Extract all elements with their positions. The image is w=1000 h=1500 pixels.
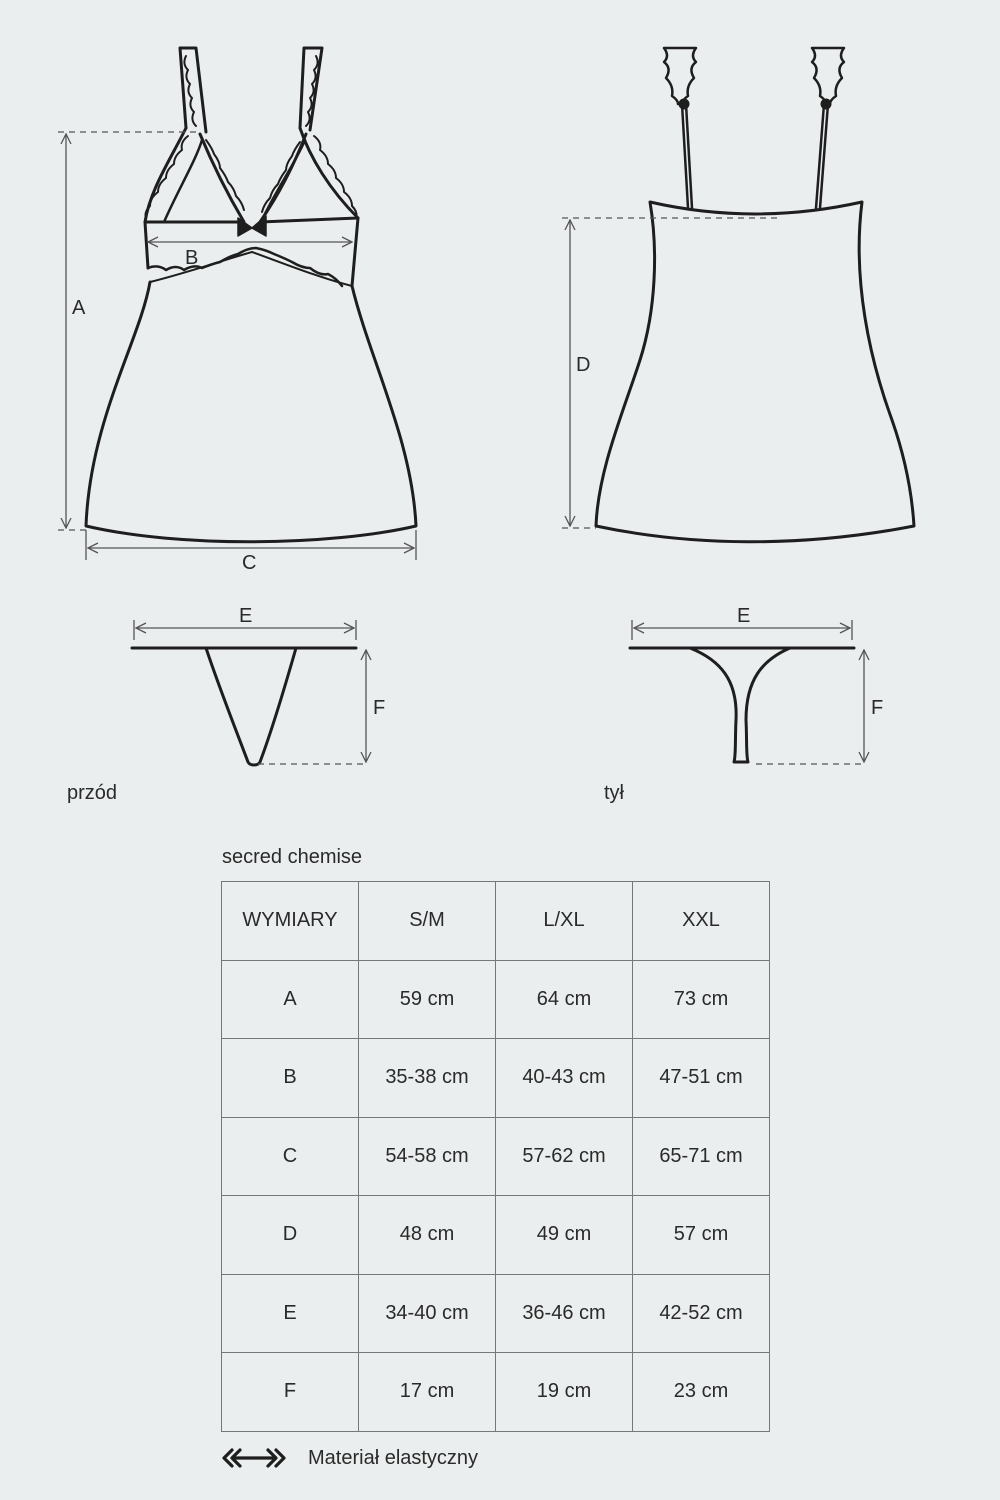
table-header-row	[222, 882, 770, 961]
header-cell: XXL	[633, 882, 770, 961]
table-cell: 54-58 cm	[359, 1117, 496, 1196]
header-cell: S/M	[359, 882, 496, 961]
label-E-back: E	[737, 605, 751, 627]
label-A: A	[72, 297, 86, 319]
table-cell: 49 cm	[496, 1196, 633, 1275]
table-cell: C	[222, 1117, 359, 1196]
table-row	[222, 1039, 770, 1118]
legend-text: Materiał elastyczny	[308, 1446, 479, 1469]
label-E-front: E	[239, 605, 253, 627]
legend	[220, 1446, 478, 1470]
table-cell: 19 cm	[496, 1353, 633, 1432]
table-row	[222, 1353, 770, 1432]
back-right-strap-lace	[812, 48, 844, 104]
table-cell: 35-38 cm	[359, 1039, 496, 1118]
back-left-strap-lace	[664, 48, 696, 104]
front-left-cup	[145, 128, 244, 222]
elastic-arrows-icon	[220, 1446, 288, 1470]
table-cell: 48 cm	[359, 1196, 496, 1275]
back-left-strap	[682, 104, 692, 208]
table-cell: 47-51 cm	[633, 1039, 770, 1118]
table-cell: 59 cm	[359, 960, 496, 1039]
dimension-lines	[58, 132, 866, 764]
table-cell: 34-40 cm	[359, 1274, 496, 1353]
table-cell: 64 cm	[496, 960, 633, 1039]
table-cell: 36-46 cm	[496, 1274, 633, 1353]
back-thong-shape	[690, 648, 790, 762]
table-row	[222, 1274, 770, 1353]
label-B: B	[185, 247, 199, 269]
table-row	[222, 1196, 770, 1275]
label-C: C	[242, 552, 257, 574]
back-thong-drawing	[630, 648, 854, 762]
table-cell: A	[222, 960, 359, 1039]
table-cell: 57 cm	[633, 1196, 770, 1275]
front-thong-drawing	[132, 648, 356, 765]
back-view-label: tył	[604, 782, 624, 804]
front-right-strap	[300, 48, 322, 130]
label-F-back: F	[871, 697, 884, 719]
table-cell: D	[222, 1196, 359, 1275]
back-chemise-drawing	[596, 48, 914, 542]
size-table	[221, 881, 770, 1432]
back-right-strap	[816, 104, 828, 208]
table-cell: 23 cm	[633, 1353, 770, 1432]
front-view-label: przód	[67, 782, 118, 804]
table-cell: F	[222, 1353, 359, 1432]
table-title: secred chemise	[222, 846, 363, 868]
table-row	[222, 960, 770, 1039]
front-right-cup	[260, 128, 358, 222]
table-cell: 73 cm	[633, 960, 770, 1039]
label-D: D	[576, 354, 591, 376]
label-F-front: F	[373, 697, 386, 719]
front-thong-shape	[206, 648, 296, 765]
table-cell: 17 cm	[359, 1353, 496, 1432]
table-cell: 42-52 cm	[633, 1274, 770, 1353]
table-cell: 65-71 cm	[633, 1117, 770, 1196]
table-cell: 57-62 cm	[496, 1117, 633, 1196]
table-cell: B	[222, 1039, 359, 1118]
header-cell: WYMIARY	[222, 882, 359, 961]
back-body	[596, 202, 914, 542]
table-cell: E	[222, 1274, 359, 1353]
header-cell: L/XL	[496, 882, 633, 961]
table-row	[222, 1117, 770, 1196]
front-skirt	[86, 282, 416, 542]
table-cell: 40-43 cm	[496, 1039, 633, 1118]
front-chemise-drawing	[86, 48, 416, 542]
